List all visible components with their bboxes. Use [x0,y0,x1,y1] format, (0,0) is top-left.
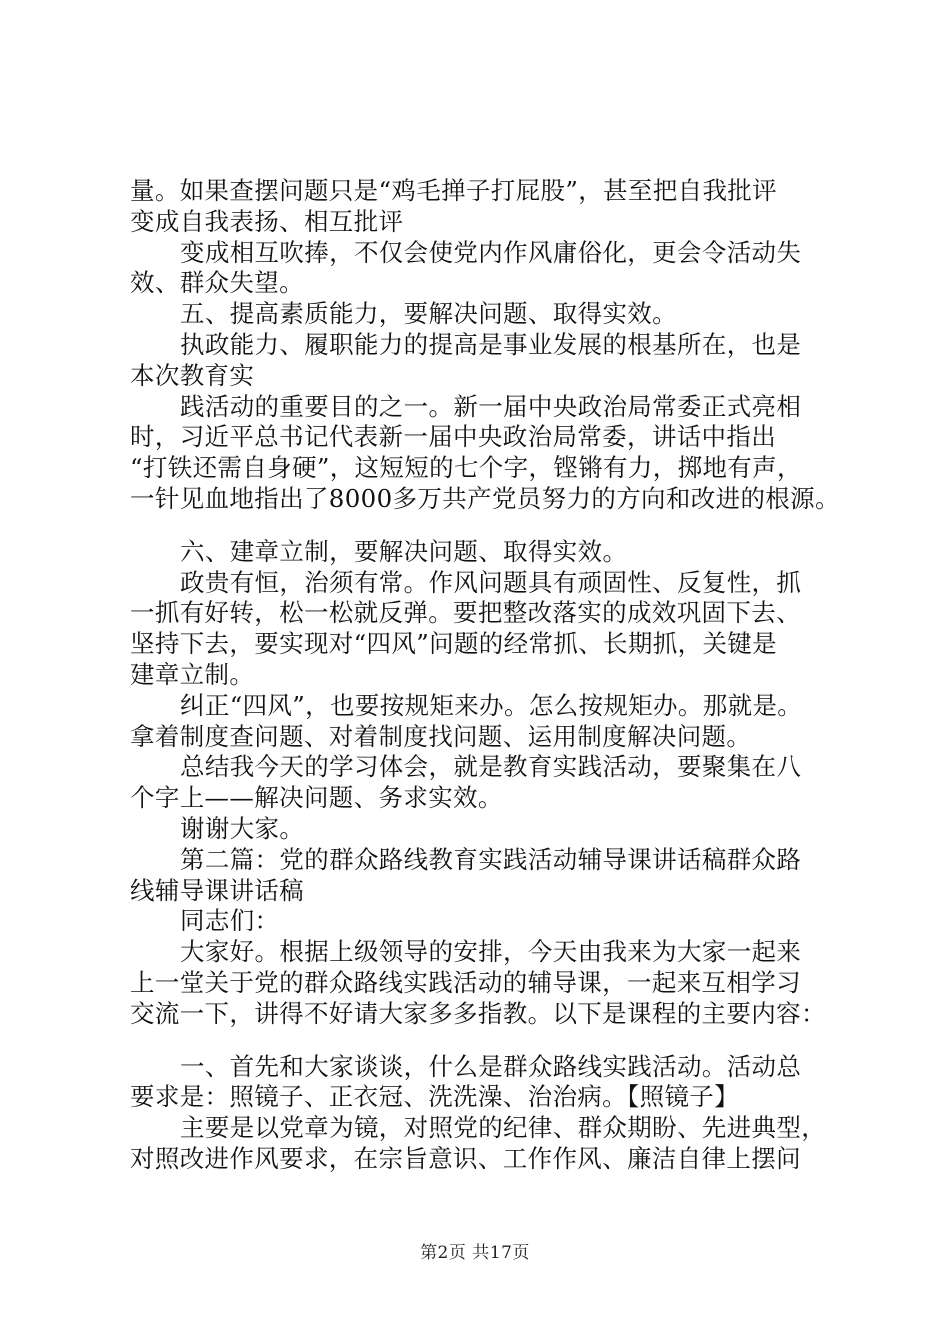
text-line: 坚持下去，要实现对“四风”问题的经常抓、长期抓，关键是 [130,629,777,659]
text-line: 要求是：照镜子、正衣冠、洗洗澡、治治病。【照镜子】 [130,1082,739,1112]
text-line: 纠正“四风”，也要按规矩来办。怎么按规矩办。那就是。 [180,690,803,720]
text-line: 总结我今天的学习体会，就是教育实践活动，要聚集在八 [180,752,802,782]
text-line: 五、提高素质能力，要解决问题、取得实效。 [180,299,677,329]
text-line: 变成相互吹捧，不仅会使党内作风庸俗化，更会令活动失 [180,237,802,267]
text-line: 一、首先和大家谈谈，什么是群众路线实践活动。活动总 [180,1051,802,1081]
text-line: 时，习近平总书记代表新一届中央政治局常委，讲话中指出 [130,422,777,452]
text-line: 大家好。根据上级领导的安排，今天由我来为大家一起来 [180,937,802,967]
document-body [130,176,840,1175]
text-line: 变成自我表扬、相互批评 [130,206,404,236]
text-line: 线辅导课讲话稿 [130,875,304,905]
text-line: 第二篇：党的群众路线教育实践活动辅导课讲话稿群众路 [180,844,802,874]
text-line: 上一堂关于党的群众路线实践活动的辅导课，一起来互相学习 [130,967,801,997]
text-line: 对照改进作风要求，在宗旨意识、工作作风、廉洁自律上摆问 [130,1143,801,1173]
text-line: 主要是以党章为镜，对照党的纪律、群众期盼、先进典型， [180,1113,827,1143]
page-footer: 第2页 共17页 [420,1243,530,1263]
text-line: 拿着制度查问题、对着制度找问题、运用制度解决问题。 [130,721,752,751]
text-line: 个字上——解决问题、务求实效。 [130,783,503,813]
text-line: 政贵有恒，治须有常。作风问题具有顽固性、反复性，抓 [180,567,802,597]
text-line: 一针见血地指出了8000多万共产党员努力的方向和改进的根源。 [130,483,840,513]
text-line: 执政能力、履职能力的提高是事业发展的根基所在，也是 [180,329,802,359]
text-line: 本次教育实 [130,360,255,390]
text-line: 一抓有好转，松一松就反弹。要把整改落实的成效巩固下去、 [130,598,801,628]
text-line: 谢谢大家。 [180,813,305,843]
text-line: 建章立制。 [130,659,255,689]
text-line: 践活动的重要目的之一。新一届中央政治局常委正式亮相 [180,391,802,421]
text-line: “打铁还需自身硬”，这短短的七个字，铿锵有力，掷地有声， [130,453,802,483]
text-line: 交流一下，讲得不好请大家多多指教。以下是课程的主要内容： [130,998,826,1028]
text-line: 量。如果查摆问题只是“鸡毛掸子打屁股”，甚至把自我批评 [130,176,777,205]
text-line: 六、建章立制，要解决问题、取得实效。 [180,536,628,566]
text-line: 同志们： [180,906,280,936]
text-line: 效、群众失望。 [130,268,304,298]
